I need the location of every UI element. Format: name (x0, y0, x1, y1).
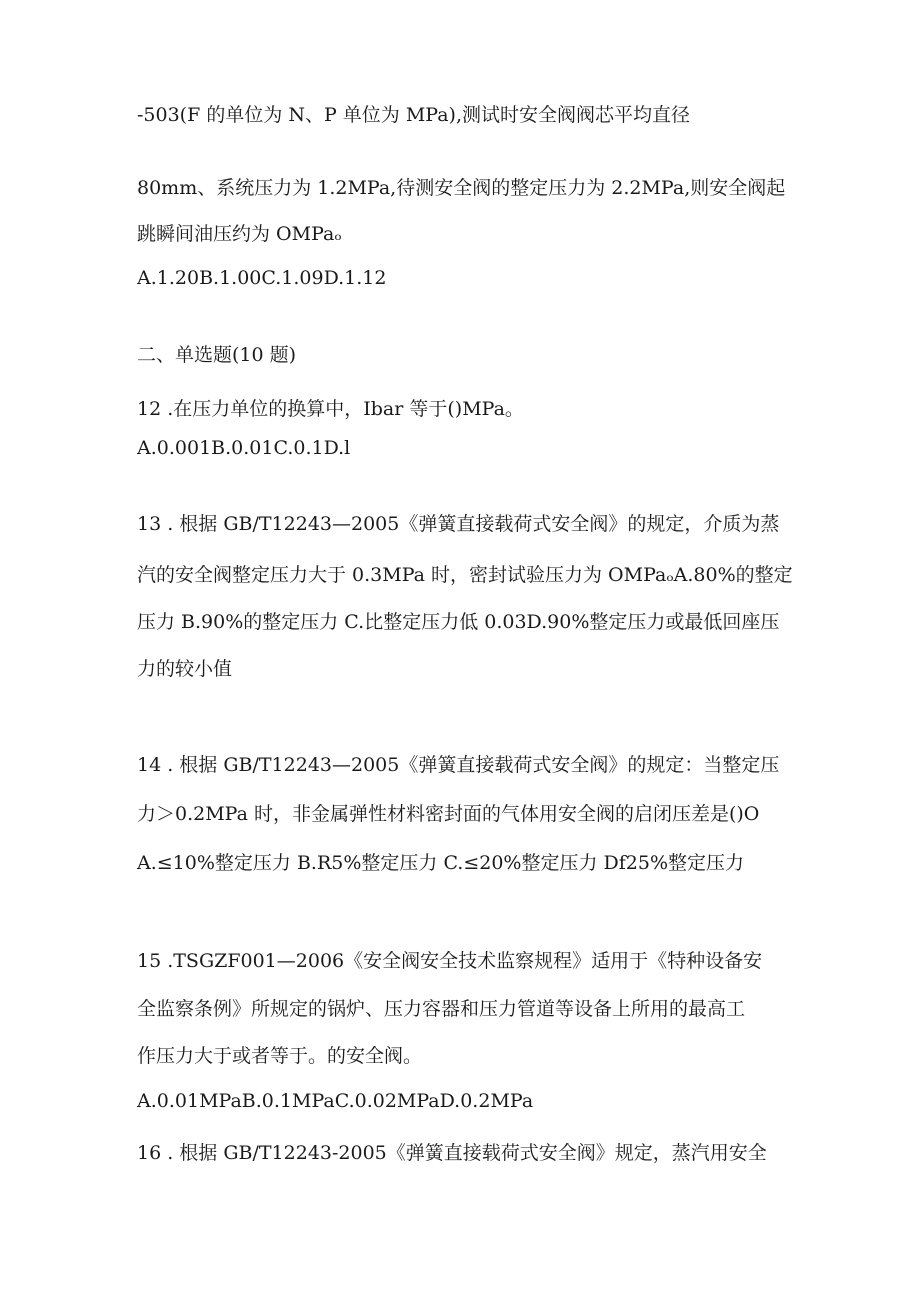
question-13: 13 . 根据 GB/T12243—2005《弹簧直接载荷式安全阀》的规定，介质为蒸 (137, 513, 780, 535)
text-line: 80mm、系统压力为 1.2MPa,待测安全阀的整定压力为 2.2MPa,则安全阀起 (137, 177, 786, 199)
text-line: -503(F 的单位为 N、P 单位为 MPa),测试时安全阀阀芯平均直径 (137, 104, 691, 126)
text-line: 全监察条例》所规定的锅炉、压力容器和压力管道等设备上所用的最高工 (137, 998, 746, 1020)
question-12: 12 .在压力单位的换算中，Ibar 等于()MPa。 (137, 398, 524, 420)
question-16: 16 . 根据 GB/T12243-2005《弹簧直接载荷式安全阀》规定，蒸汽用安全 (137, 1142, 767, 1164)
text-line: 力的较小值 (137, 658, 233, 680)
text-line: 汽的安全阀整定压力大于 0.3MPa 时，密封试验压力为 OMPaₒA.80%的整定 (137, 564, 793, 586)
text-line: 作压力大于或者等于。的安全阀。 (137, 1045, 423, 1067)
option-line: A.0.001B.0.01C.0.1D.l (137, 437, 351, 459)
option-line: A.1.20B.1.00C.1.09D.1.12 (137, 267, 387, 289)
question-15: 15 .TSGZF001—2006《安全阀安全技术监察规程》适用于《特种设备安 (137, 950, 763, 972)
text-line: 跳瞬间油压约为 OMPaₒ (137, 223, 342, 245)
text-line: 压力 B.90%的整定压力 C.比整定压力低 0.03D.90%整定压力或最低回座压 (137, 611, 780, 633)
section-heading: 二、单选题(10 题) (137, 344, 297, 366)
option-line: A.0.01MPaB.0.1MPaC.0.02MPaD.0.2MPa (137, 1090, 534, 1112)
option-line: A.≤10%整定压力 B.R5%整定压力 C.≤20%整定压力 Df25%整定压力 (137, 852, 745, 874)
question-14: 14 . 根据 GB/T12243—2005《弹簧直接载荷式安全阀》的规定：当整定压 (137, 754, 780, 776)
text-line: 力＞0.2MPa 时，非金属弹性材料密封面的气体用安全阀的启闭压差是()O (137, 803, 760, 825)
